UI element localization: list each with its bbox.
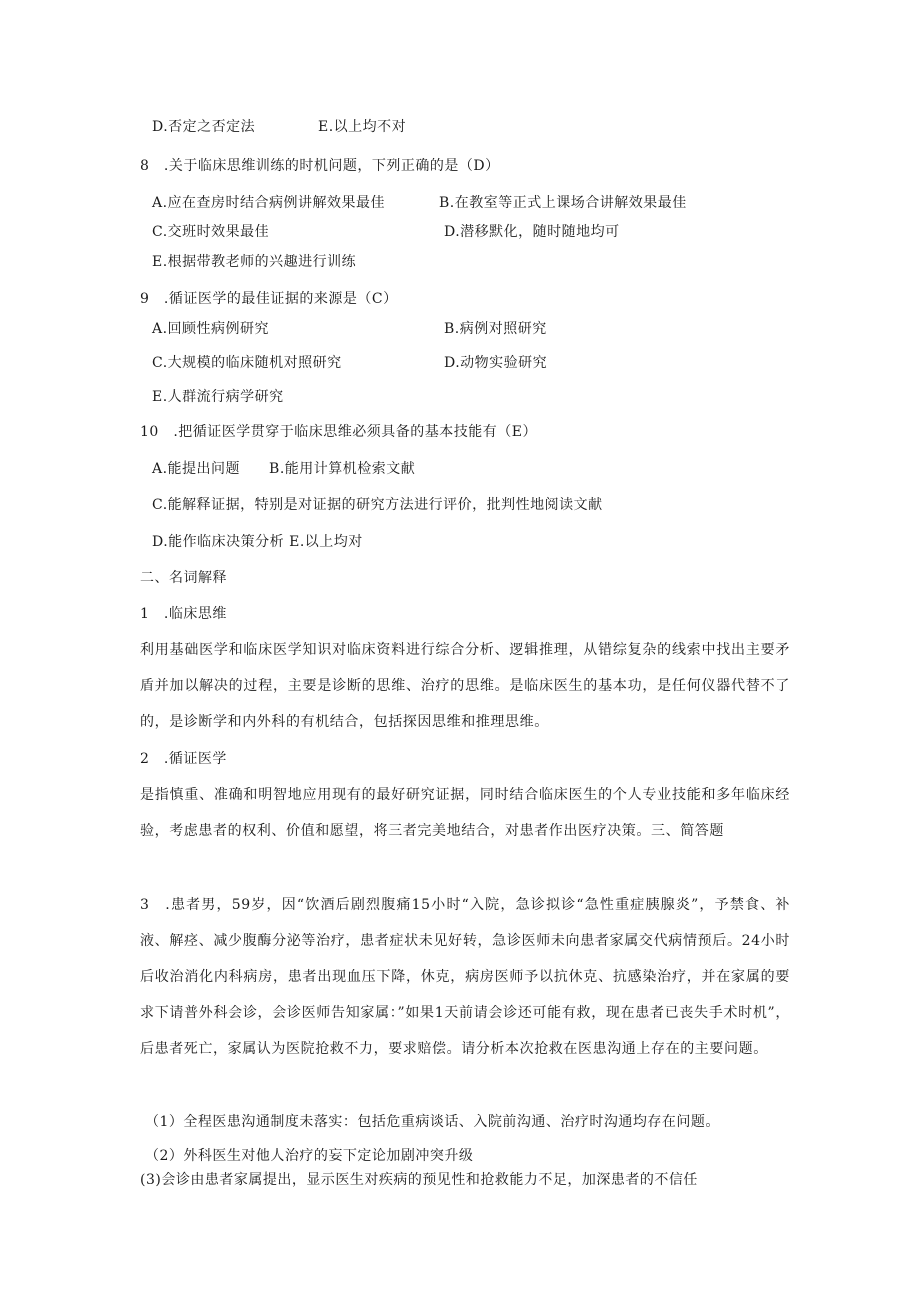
q8-option-c: C.交班时效果最佳: [152, 224, 270, 240]
q9-option-a: A.回顾性病例研究: [152, 321, 270, 337]
answer-point-3: (3)会诊由患者家属提出，显示医生对疾病的预见性和抢救能力不足，加深患者的不信任: [140, 1172, 698, 1188]
q9-option-b: B.病例对照研究: [444, 321, 547, 337]
q10-options-de: D.能作临床决策分析 E.以上均对: [152, 534, 363, 550]
term1-title: 1 .临床思维: [140, 606, 227, 622]
q10-stem: 10 .把循证医学贯穿于临床思维必须具备的基本技能有（E）: [140, 424, 537, 440]
q7-option-d: D.否定之否定法: [152, 119, 256, 135]
q9-option-d: D.动物实验研究: [444, 355, 548, 371]
case-question-body: 3 .患者男，59岁，因“饮酒后剧烈腹痛15小时“入院，急诊拟诊“急性重症胰腺炎”，予禁食、补液、解痉、减少腹酶分泌等治疗，患者症状未见好转，急诊医师未向患者家属交代病情预后。24小时后收治消化内科病房，患者出现血压下降，休克，病房医师予以抗休克、抗感染治疗，并在家属的要求下请普外科会诊，会诊医师告知家属：”如果1天前请会诊还可能有救，现在患者已丧失手术时机”，后患者死亡，家属认为医院抢救不力，要求赔偿。请分析本次抢救在医患沟通上存在的主要问题。: [140, 897, 791, 1057]
q8-option-e: E.根据带教老师的兴趣进行训练: [152, 254, 357, 270]
section-heading: 二、名词解释: [140, 570, 227, 586]
q8-option-d: D.潜移默化，随时随地均可: [444, 224, 620, 240]
answer-point-1: （1）全程医患沟通制度未落实：包括危重病谈话、入院前沟通、治疗时沟通均存在问题。: [145, 1114, 720, 1130]
q9-stem: 9 .循证医学的最佳证据的来源是（C）: [140, 291, 398, 307]
q8-option-a: A.应在查房时结合病例讲解效果最佳: [152, 195, 386, 211]
answer-point-2: （2）外科医生对他人治疗的妄下定论加剧冲突升级: [145, 1148, 474, 1164]
q9-option-e: E.人群流行病学研究: [152, 389, 284, 405]
q9-option-c: C.大规模的临床随机对照研究: [152, 355, 342, 371]
q10-option-c: C.能解释证据，特别是对证据的研究方法进行评价，批判性地阅读文献: [152, 497, 603, 513]
term2-body: 是指慎重、准确和明智地应用现有的最好研究证据，同时结合临床医生的个人专业技能和多年临床经验，考虑患者的权利、价值和愿望，将三者完美地结合，对患者作出医疗决策。三、简答题: [140, 787, 790, 839]
q7-option-e: E.以上均不对: [318, 119, 407, 135]
term2-title: 2 .循证医学: [140, 751, 227, 767]
q10-options-ab: A.能提出问题 B.能用计算机检索文献: [152, 461, 416, 477]
q8-stem: 8 .关于临床思维训练的时机问题，下列正确的是（D）: [140, 158, 500, 174]
q8-option-b: B.在教室等正式上课场合讲解效果最佳: [439, 195, 687, 211]
term1-body: 利用基础医学和临床医学知识对临床资料进行综合分析、逻辑推理，从错综复杂的线索中找出主要矛盾并加以解决的过程，主要是诊断的思维、治疗的思维。是临床医生的基本功，是任何仪器代替不了的，是诊断学和内外科的有机结合，包括探因思维和推理思维。: [140, 642, 790, 730]
